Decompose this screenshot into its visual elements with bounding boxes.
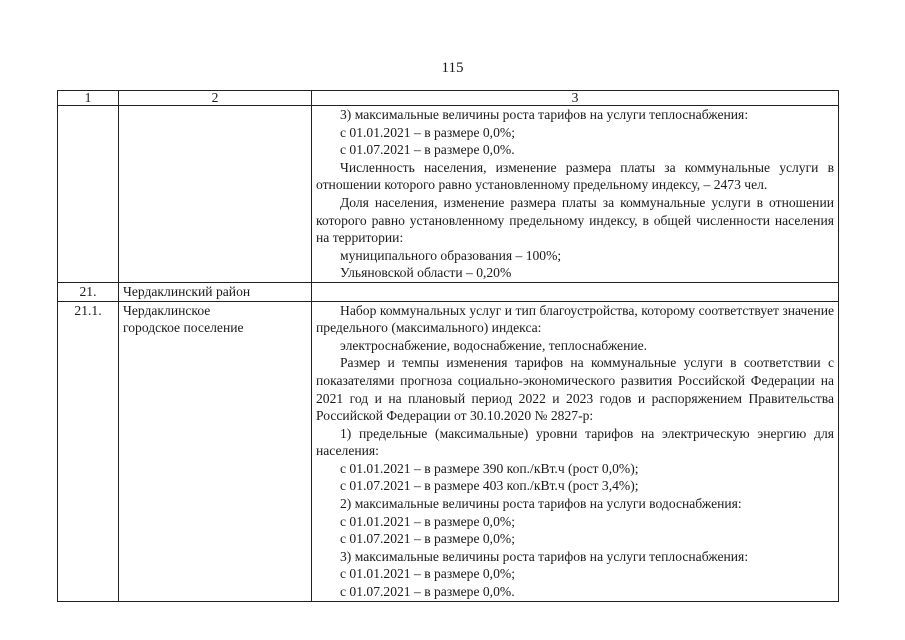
cont-paragraph: 3) максимальные величины роста тарифов на услуги теплоснабжения: (340, 107, 749, 122)
settlement-number: 21.1. (58, 301, 119, 601)
header-col-3: 3 (312, 91, 839, 106)
set-paragraph: электроснабжение, водоснабжение, теплоснабжение. (340, 337, 648, 353)
continuation-text (316, 106, 834, 282)
cell-name (119, 106, 312, 283)
set-paragraph: с 01.01.2021 – в размере 0,0%; (340, 566, 515, 582)
page-number: 115 (441, 60, 464, 76)
set-paragraph: Набор коммунальных услуг и тип благоустройства, которому соответствует значение предельного (максимального) индекса: (316, 302, 834, 336)
table-header-row (58, 91, 839, 106)
table-row-continuation (58, 106, 839, 283)
set-paragraph: с 01.07.2021 – в размере 403 коп./кВт.ч (рост 3,4%); (340, 478, 639, 494)
cont-paragraph: муниципального образования – 100%; (340, 247, 562, 263)
set-paragraph: с 01.01.2021 – в размере 0,0%; (340, 513, 515, 529)
cont-paragraph: с 01.07.2021 – в размере 0,0%. (340, 142, 515, 158)
district-description (312, 282, 839, 301)
table-row-district (58, 282, 839, 301)
settlement-name-line-1: Чердаклинское (123, 302, 211, 318)
cont-paragraph: Доля населения, изменение размера платы за коммунальные услуги в отношении которого равно установленному предельному индексу, в общей численности населения на территории: (316, 194, 834, 246)
set-paragraph: Размер и темпы изменения тарифов на коммунальные услуги в соответствии с показателями прогноза социально-экономического развития Российской Федерации на 2021 год и на плановый период 2022 и 2023 годов и распоряжением Правительства Российской Федерации от 30.10.2020 № 2827-р: (316, 355, 834, 424)
set-paragraph: с 01.07.2021 – в размере 0,0%. (340, 584, 515, 600)
cont-paragraph: Численность населения, изменение размера платы за коммунальные услуги в отношении которого равно установленному предельному индексу, – 2473 чел. (316, 159, 834, 193)
set-paragraph: с 01.07.2021 – в размере 0,0%; (340, 531, 515, 547)
district-number: 21. (58, 282, 119, 301)
settlement-name-line-2: городское поселение (123, 320, 244, 336)
settlement-name (119, 301, 312, 601)
cell-number (58, 106, 119, 283)
table-row-settlement (58, 301, 839, 601)
cont-paragraph: Ульяновской области – 0,20% (340, 265, 512, 281)
settlement-text (316, 302, 834, 601)
set-paragraph: с 01.01.2021 – в размере 390 коп./кВт.ч (рост 0,0%); (340, 460, 639, 476)
district-name: Чердаклинский район (119, 282, 312, 301)
cont-paragraph: с 01.01.2021 – в размере 0,0%; (340, 124, 515, 140)
set-paragraph: 1) предельные (максимальные) уровни тарифов на электрическую энергию для населения: (316, 425, 834, 459)
set-paragraph: 2) максимальные величины роста тарифов на услуги водоснабжения: (340, 496, 742, 512)
tariff-table (57, 90, 839, 602)
settlement-description (312, 301, 839, 601)
header-col-1: 1 (58, 91, 119, 106)
set-paragraph: 3) максимальные величины роста тарифов на услуги теплоснабжения: (340, 548, 749, 564)
cell-description (312, 106, 839, 283)
header-col-2: 2 (119, 91, 312, 106)
